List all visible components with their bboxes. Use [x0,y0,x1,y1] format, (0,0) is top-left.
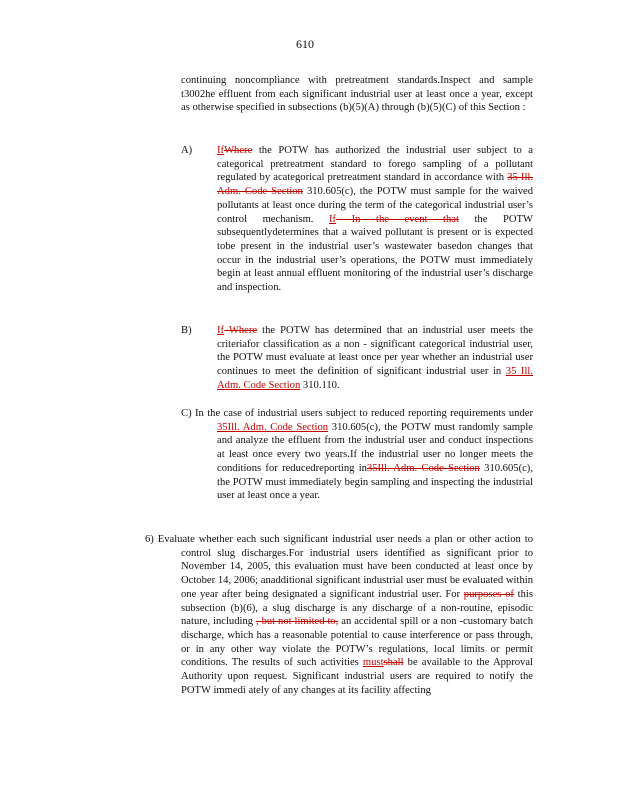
insertion: If [329,213,337,225]
insertion: must [362,657,384,669]
deletion: purposes of [463,588,514,600]
insertion: 35 Ill. Adm. Code Section [217,366,533,391]
text-run: C) In the case of industrial users subject to reduced reporting requirements under [181,408,533,419]
text-run: 310.110. [300,379,340,391]
item-6-paragraph [145,533,533,697]
deletion: In the event that [336,213,459,225]
text-run: 310.605(c), the POTW must randomly sample and analyze the effluent from the industrial user and conduct inspections at least once every two years.If the industrial user no longer meets the conditions for reducedreporting in [217,421,533,474]
item-6-label: 6) Evaluate [145,534,195,545]
text-run: an accidental spill or a non -customary batch discharge, which has a reasonable potential to cause interference or pass through, or in any other way violate the POTW’s regulations, local limits or permit conditions. The results of such activities [181,616,534,669]
deletion: Where [224,325,258,336]
text-run: this subsection (b)(6), a slug discharge is any discharge of a non-routine, episodic nature, including [181,588,533,628]
deletion: 35 Ill. Adm. Code Section [217,172,533,198]
text-run: be available to the Approval Authority upon request. Significant industrial users are required to notify the POTW immedi ately of any changes at its facility affecting [181,657,533,696]
text-run: 310.605(c), the POTW must immediately begin sampling and inspecting the industrial user at least once a year. [217,462,533,502]
item-a-label: A) [181,145,193,156]
deletion: 35Ill. Adm. Code Section [366,462,480,474]
text-run: 310.605(c), the POTW must sample for the waived pollutants at least once during the term of the categorical industrial user’s control mechanism. [217,186,533,225]
insertion: If [217,325,225,336]
page-number: 610 [296,37,314,51]
insertion: 35Ill. Adm. Code Section [217,421,329,433]
item-c-paragraph [181,407,533,503]
intro-paragraph: continuing noncompliance with pretreatment standards.Inspect and sample t3002he effluent from each significant industrial user at least once a year, except as otherwise specified in subsections (b)(5)(A) through (b)(5)(C) of this Section : [181,75,533,114]
item-b-paragraph [217,324,533,393]
item-b-label: B) [181,325,192,336]
text-run: the POTW has determined that an industrial user meets the criteriafor classification as a non - significant categorical industrial user, the POTW must evaluate at least once per year whether an industrial user continues to meet the definition of significant industrial user in [217,325,533,378]
text-run: the POTW has authorized the industrial user subject to a categorical pretreatment standard to forego sampling of a pollutant regulated by acategorical pretreatment standard in accordance with [217,145,533,184]
item-a-paragraph [217,144,533,295]
deletion: shall [383,657,404,669]
deletion: , but not limited to, [256,616,339,628]
text-run: whether each such significant industrial user needs a plan or other action to control slug discharges.For industrial users identified as significant prior to November 14, 2005, this evaluation must have been conducted at least once by October 14, 2006; anadditional significant industrial user must be evaluated within one year after being designated a significant industrial user. For [181,534,533,600]
deletion: Where [224,145,253,156]
text-run: the POTW subsequentlydetermines that a waived pollutant is present or is expected tobe present in the industrial user’s wastewater basedon changes that occur in the industrial user’s operations, the POTW must immediately begin at least annual effluent monitoring of the industrial user’s discharge and inspection. [217,213,533,294]
insertion: If [217,145,225,156]
